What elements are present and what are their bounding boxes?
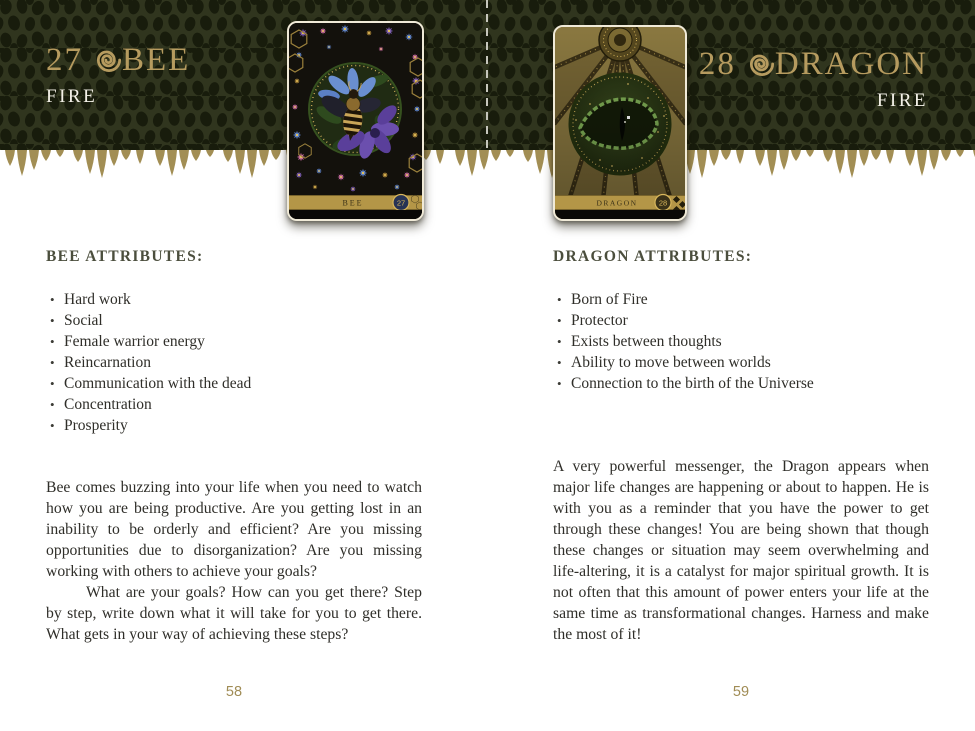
attribute-text: Connection to the birth of the Universe [571, 375, 814, 392]
attribute-text: Ability to move between worlds [571, 354, 771, 371]
left-card-title-block [46, 42, 190, 108]
left-attributes-heading: BEE ATTRIBUTES: [46, 248, 204, 265]
attribute-item [46, 394, 422, 415]
left-card-number: 27 [46, 42, 83, 78]
left-element-label: FIRE [46, 86, 98, 107]
left-page-number: 58 [225, 684, 243, 700]
attribute-text: Hard work [64, 291, 131, 308]
attribute-text: Born of Fire [571, 291, 648, 308]
attribute-item [553, 352, 929, 373]
right-card-title-block [699, 46, 928, 112]
attribute-item [46, 310, 422, 331]
dragon-card [553, 25, 687, 221]
left-card-title-text: BEE [122, 42, 191, 78]
right-card-number: 28 [698, 46, 736, 82]
bullet-dot: • [50, 376, 55, 391]
bullet-dot: • [50, 418, 55, 433]
bee-card-artwork [289, 23, 422, 219]
bullet-dot: • [50, 292, 55, 307]
attribute-item [553, 310, 929, 331]
dragon-card-badge: 28 [658, 198, 668, 208]
left-card-title [46, 42, 190, 79]
body-paragraph: Bee comes buzzing into your life when you need to watch how you are being productive. Are you getting lost in an inability to be orderly and efficient? Are you missing opportunities due to disorganization? Are you missing working with others to achieve your goals? [46, 479, 422, 580]
bee-card [287, 21, 424, 221]
attribute-text: Protector [571, 312, 628, 329]
left-attributes-list [46, 289, 422, 436]
attribute-text: Concentration [64, 396, 152, 413]
attribute-text: Reincarnation [64, 354, 151, 371]
dragon-card-artwork [555, 27, 685, 219]
right-page-number: 59 [732, 684, 750, 700]
attribute-item [46, 289, 422, 310]
dragon-card-label: DRAGON [596, 198, 638, 208]
page-divider-dashed-line [479, 0, 495, 150]
body-paragraph: What are your goals? How can you get there? Step by step, write down what it will take for you to get there. What gets in your way of achieving these steps? [46, 584, 422, 643]
bullet-dot: • [557, 355, 562, 370]
right-body-copy [553, 456, 929, 645]
bee-card-badge: 27 [396, 198, 406, 208]
spiral-icon [746, 48, 778, 80]
attribute-item [553, 373, 929, 394]
attribute-text: Female warrior energy [64, 333, 205, 350]
attribute-text: Social [64, 312, 103, 329]
bullet-dot: • [557, 334, 562, 349]
spiral-icon [93, 44, 125, 76]
bullet-dot: • [50, 334, 55, 349]
right-element-label: FIRE [876, 90, 928, 111]
right-card-title [699, 46, 928, 83]
attribute-item [46, 331, 422, 352]
attribute-text: Exists between thoughts [571, 333, 722, 350]
bullet-dot: • [557, 313, 562, 328]
bullet-dot: • [50, 355, 55, 370]
bullet-dot: • [557, 292, 562, 307]
bee-card-label: BEE [342, 198, 364, 208]
attribute-item [46, 352, 422, 373]
attribute-text: Communication with the dead [64, 375, 252, 392]
body-paragraph: A very powerful messenger, the Dragon appears when major life changes are happening or about to happen. He is with you as a reminder that you have the power to get through these changes! You are being shown that though these changes or situation may seem overwhelming and life-altering, it is a catalyst for major spiritual growth. It is not often that this amount of power enters your life at the same time as transformational changes. Harness and make the most of it! [553, 458, 929, 643]
right-card-title-text: DRAGON [774, 46, 928, 82]
attribute-item [46, 373, 422, 394]
right-attributes-heading: DRAGON ATTRIBUTES: [553, 248, 753, 265]
attribute-item [46, 415, 422, 436]
attribute-item [553, 289, 929, 310]
left-body-copy [46, 477, 422, 645]
bullet-dot: • [557, 376, 562, 391]
attribute-item [553, 331, 929, 352]
bullet-dot: • [50, 397, 55, 412]
attribute-text: Prosperity [64, 417, 128, 434]
bullet-dot: • [50, 313, 55, 328]
right-attributes-list [553, 289, 929, 394]
